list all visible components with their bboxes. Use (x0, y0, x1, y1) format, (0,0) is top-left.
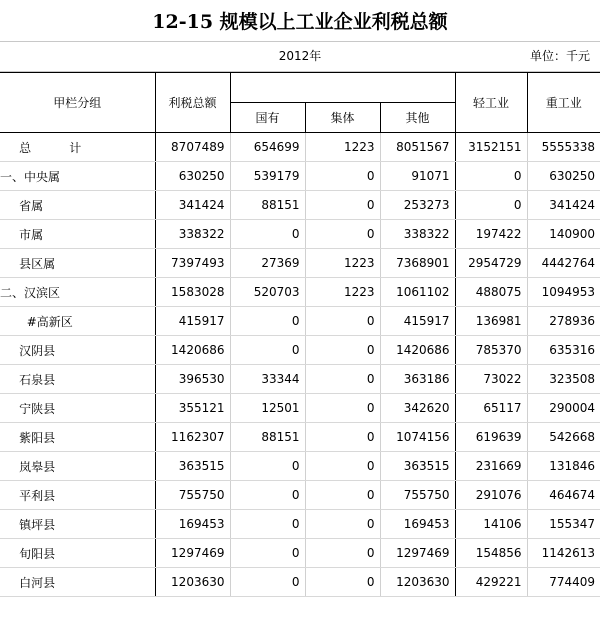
cell-light: 2954729 (455, 249, 527, 278)
table-row (0, 452, 600, 481)
cell-heavy: 464674 (527, 481, 600, 510)
cell-total: 755750 (155, 481, 230, 510)
header-light: 轻工业 (455, 73, 527, 133)
cell-collective: 0 (305, 568, 380, 597)
cell-state: 0 (230, 220, 305, 249)
cell-heavy: 278936 (527, 307, 600, 336)
row-label: 石泉县 (0, 365, 155, 394)
cell-total: 338322 (155, 220, 230, 249)
cell-other: 91071 (380, 162, 455, 191)
cell-heavy: 630250 (527, 162, 600, 191)
header-state: 国有 (230, 103, 305, 133)
row-label: 市属 (0, 220, 155, 249)
table-row (0, 220, 600, 249)
cell-light: 73022 (455, 365, 527, 394)
table-row (0, 539, 600, 568)
data-table (0, 72, 600, 597)
cell-collective: 0 (305, 191, 380, 220)
cell-collective: 0 (305, 307, 380, 336)
table-row (0, 162, 600, 191)
cell-light: 231669 (455, 452, 527, 481)
cell-total: 415917 (155, 307, 230, 336)
table-row (0, 133, 600, 162)
cell-light: 14106 (455, 510, 527, 539)
cell-total: 363515 (155, 452, 230, 481)
cell-total: 355121 (155, 394, 230, 423)
table-row (0, 191, 600, 220)
cell-state: 0 (230, 452, 305, 481)
row-label: 旬阳县 (0, 539, 155, 568)
cell-other: 8051567 (380, 133, 455, 162)
cell-other: 342620 (380, 394, 455, 423)
cell-light: 154856 (455, 539, 527, 568)
cell-state: 539179 (230, 162, 305, 191)
row-label: 一、中央属 (0, 162, 155, 191)
header-collective: 集体 (305, 103, 380, 133)
cell-state: 12501 (230, 394, 305, 423)
table-row (0, 307, 600, 336)
cell-collective: 0 (305, 423, 380, 452)
row-label: 平利县 (0, 481, 155, 510)
table-row (0, 336, 600, 365)
row-label: 汉阴县 (0, 336, 155, 365)
cell-light: 3152151 (455, 133, 527, 162)
cell-state: 654699 (230, 133, 305, 162)
cell-other: 755750 (380, 481, 455, 510)
table-row (0, 365, 600, 394)
cell-collective: 0 (305, 220, 380, 249)
cell-other: 363186 (380, 365, 455, 394)
table-row (0, 394, 600, 423)
cell-total: 630250 (155, 162, 230, 191)
cell-total: 1420686 (155, 336, 230, 365)
cell-light: 488075 (455, 278, 527, 307)
cell-heavy: 155347 (527, 510, 600, 539)
row-label: 紫阳县 (0, 423, 155, 452)
cell-other: 7368901 (380, 249, 455, 278)
cell-state: 0 (230, 481, 305, 510)
row-label: 宁陕县 (0, 394, 155, 423)
row-label: #高新区 (0, 307, 155, 336)
cell-heavy: 323508 (527, 365, 600, 394)
cell-heavy: 131846 (527, 452, 600, 481)
cell-state: 27369 (230, 249, 305, 278)
cell-light: 197422 (455, 220, 527, 249)
row-label: 省属 (0, 191, 155, 220)
cell-state: 0 (230, 568, 305, 597)
cell-heavy: 341424 (527, 191, 600, 220)
page-title: 12-15 规模以上工业企业利税总额 (0, 0, 600, 42)
cell-other: 1061102 (380, 278, 455, 307)
header-heavy: 重工业 (527, 73, 600, 133)
table-row (0, 278, 600, 307)
row-label: 总 计 (0, 133, 155, 162)
cell-light: 429221 (455, 568, 527, 597)
cell-total: 1583028 (155, 278, 230, 307)
cell-heavy: 290004 (527, 394, 600, 423)
unit-label: 单位：千元 (529, 49, 590, 63)
header-row-1 (0, 73, 600, 103)
cell-collective: 0 (305, 162, 380, 191)
cell-other: 1297469 (380, 539, 455, 568)
cell-collective: 0 (305, 510, 380, 539)
cell-state: 88151 (230, 423, 305, 452)
cell-collective: 0 (305, 365, 380, 394)
row-label: 白河县 (0, 568, 155, 597)
cell-total: 1297469 (155, 539, 230, 568)
cell-state: 0 (230, 336, 305, 365)
cell-other: 363515 (380, 452, 455, 481)
cell-light: 785370 (455, 336, 527, 365)
row-label: 岚皋县 (0, 452, 155, 481)
cell-total: 7397493 (155, 249, 230, 278)
cell-other: 338322 (380, 220, 455, 249)
cell-state: 88151 (230, 191, 305, 220)
table-body (0, 73, 600, 597)
cell-heavy: 1094953 (527, 278, 600, 307)
cell-heavy: 4442764 (527, 249, 600, 278)
header-group: 甲栏分组 (0, 73, 155, 133)
cell-heavy: 140900 (527, 220, 600, 249)
cell-heavy: 542668 (527, 423, 600, 452)
cell-other: 1203630 (380, 568, 455, 597)
row-label: 镇坪县 (0, 510, 155, 539)
cell-light: 291076 (455, 481, 527, 510)
cell-state: 33344 (230, 365, 305, 394)
cell-collective: 1223 (305, 278, 380, 307)
data-table-container (0, 72, 600, 597)
cell-other: 169453 (380, 510, 455, 539)
cell-total: 1203630 (155, 568, 230, 597)
cell-collective: 1223 (305, 249, 380, 278)
cell-state: 0 (230, 539, 305, 568)
cell-state: 0 (230, 510, 305, 539)
cell-heavy: 635316 (527, 336, 600, 365)
table-row (0, 423, 600, 452)
table-row (0, 249, 600, 278)
row-label: 二、汉滨区 (0, 278, 155, 307)
cell-collective: 0 (305, 336, 380, 365)
table-row (0, 510, 600, 539)
cell-heavy: 774409 (527, 568, 600, 597)
cell-other: 1420686 (380, 336, 455, 365)
header-other: 其他 (380, 103, 455, 133)
year-label: 2012年 (278, 49, 322, 63)
table-row (0, 481, 600, 510)
cell-collective: 1223 (305, 133, 380, 162)
row-label: 县区属 (0, 249, 155, 278)
cell-total: 341424 (155, 191, 230, 220)
cell-heavy: 1142613 (527, 539, 600, 568)
cell-collective: 0 (305, 452, 380, 481)
cell-light: 619639 (455, 423, 527, 452)
table-row (0, 568, 600, 597)
cell-total: 8707489 (155, 133, 230, 162)
cell-total: 1162307 (155, 423, 230, 452)
cell-other: 1074156 (380, 423, 455, 452)
cell-heavy: 5555338 (527, 133, 600, 162)
cell-collective: 0 (305, 394, 380, 423)
cell-total: 169453 (155, 510, 230, 539)
cell-light: 65117 (455, 394, 527, 423)
header-ownership-span (230, 73, 455, 103)
cell-collective: 0 (305, 539, 380, 568)
cell-other: 415917 (380, 307, 455, 336)
cell-light: 0 (455, 162, 527, 191)
cell-state: 0 (230, 307, 305, 336)
cell-collective: 0 (305, 481, 380, 510)
cell-other: 253273 (380, 191, 455, 220)
subtitle-row (0, 42, 600, 72)
cell-total: 396530 (155, 365, 230, 394)
cell-light: 136981 (455, 307, 527, 336)
cell-light: 0 (455, 191, 527, 220)
cell-state: 520703 (230, 278, 305, 307)
header-total: 利税总额 (155, 73, 230, 133)
